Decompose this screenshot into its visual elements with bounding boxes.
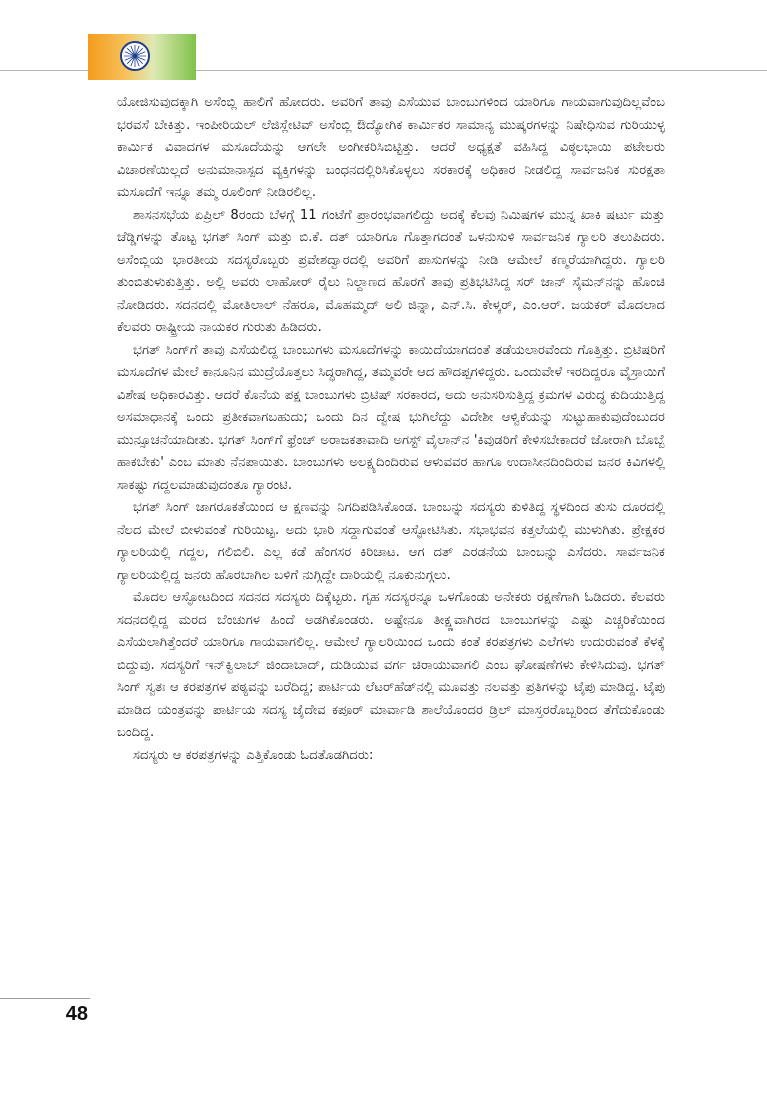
body-text xyxy=(117,92,665,767)
paragraph-2: ಶಾಸನಸಭೆಯ ಏಪ್ರಿಲ್ 8ರಂದು ಬೆಳಗ್ಗೆ 11 ಗಂಟೆಗೆ ಪ್ರಾರಂಭವಾಗಲಿದ್ದು ಅದಕ್ಕೆ ಕೆಲವು ನಿಮಿಷಗಳ ಮುನ್ನ ಖಾಕಿ ಷರ್ಟು ಮತ್ತು ಚೆಡ್ಡಿಗಳನ್ನು ತೊಟ್ಟ ಭಗತ್ ಸಿಂಗ್ ಮತ್ತು ಬಿ.ಕೆ. ದತ್ ಯಾರಿಗೂ ಗೊತ್ತಾಗದಂತೆ ಒಳನುಸುಳಿ ಸಾರ್ವಜನಿಕ ಗ್ಯಾಲರಿ ತಲುಪಿದರು. ಅಸೆಂಬ್ಲಿಯ ಭಾರತೀಯ ಸದಸ್ಯರೊಬ್ಬರು ಪ್ರವೇಶದ್ವಾರದಲ್ಲಿ ಅವರಿಗೆ ಪಾಸುಗಳನ್ನು ನೀಡಿ ಆಮೇಲೆ ಕಣ್ಮರೆಯಾಗಿದ್ದರು. ಗ್ಯಾಲರಿ ತುಂಬಿತುಳುಕುತ್ತಿತ್ತು. ಅಲ್ಲಿ ಅವರು ಲಾಹೋರ್ ರೈಲು ನಿಲ್ದಾಣದ ಹೊರಗೆ ತಾವು ಪ್ರತಿಭಟಿಸಿದ್ದ ಸರ್ ಜಾನ್ ಸೈಮನ್‌ನನ್ನು ಹೊಂಚಿ ನೋಡಿದರು. ಸದನದಲ್ಲಿ ಮೋತಿಲಾಲ್ ನೆಹರೂ, ಮೊಹಮ್ಮದ್ ಅಲಿ ಜಿನ್ನಾ, ಎನ್.ಸಿ. ಕೇಳ್ಕರ್, ಎಂ.ಆರ್. ಜಯಕರ್ ಮೊದಲಾದ ಕೆಲವರು ರಾಷ್ಟ್ರೀಯ ನಾಯಕರ ಗುರುತು ಹಿಡಿದರು. xyxy=(117,207,665,335)
page-number-rule xyxy=(0,998,90,999)
paragraph-3: ಭಗತ್ ಸಿಂಗ್‌ಗೆ ತಾವು ಎಸೆಯಲಿದ್ದ ಬಾಂಬುಗಳು ಮಸೂದೆಗಳನ್ನು ಕಾಯಿದೆಯಾಗದಂತೆ ತಡೆಯಲಾರವೆಂದು ಗೊತ್ತಿತ್ತು. ಬ್ರಿಟಿಷರಿಗೆ ಮಸೂದೆಗಳ ಮೇಲೆ ಕಾನೂನಿನ ಮುದ್ರೆಯೊತ್ತಲು ಸಿದ್ಧರಾಗಿದ್ದ, ತಮ್ಮವರೇ ಆದ ಹೌದಪ್ಪಗಳಿದ್ದರು. ಒಂದುವೇಳೆ ಇರದಿದ್ದರೂ ವೈಸ್ರಾಯಿಗೆ ವಿಶೇಷ ಅಧಿಕಾರವಿತ್ತು. ಆದರೆ ಕೊನೆಯ ಪಕ್ಷ ಬಾಂಬುಗಳು ಬ್ರಿಟಿಷ್ ಸರಕಾರದ, ಅದು ಅನುಸರಿಸುತ್ತಿದ್ದ ಕ್ರಮಗಳ ವಿರುದ್ಧ ಕುದಿಯುತ್ತಿದ್ದ ಅಸಮಾಧಾನಕ್ಕೆ ಒಂದು ಪ್ರತೀಕವಾಗಬಹುದು; ಒಂದು ದಿನ ದ್ವೇಷ ಭುಗಿಲೆದ್ದು ವಿದೇಶೀ ಆಳ್ವಿಕೆಯನ್ನು ಸುಟ್ಟುಹಾಕುವುದೆಂಬುದರ ಮುನ್ಸೂಚನೆಯಾದೀತು. ಭಗತ್ ಸಿಂಗ್‌ಗೆ ಫ್ರೆಂಚ್ ಅರಾಜಕತಾವಾದಿ ಅಗಸ್ಟ್ ವೈಲಾನ್‌ನ 'ಕಿವುಡರಿಗೆ ಕೇಳಿಸಬೇಕಾದರೆ ಜೋರಾಗಿ ಬೊಬ್ಬೆ ಹಾಕಬೇಕು' ಎಂಬ ಮಾತು ನೆನಪಾಯಿತು. ಬಾಂಬುಗಳು ಅಲಕ್ಷ್ಯದಿಂದಿರುವ ಆಳುವವರ ಹಾಗೂ ಉದಾಸೀನದಿಂದಿರುವ ಜನರ ಕಿವಿಗಳಲ್ಲಿ ಸಾಕಷ್ಟು ಗದ್ದಲಮಾಡುವುದಂತೂ ಗ್ಯಾರಂಟಿ. xyxy=(117,342,665,493)
paragraph-1: ಯೋಜಿಸುವುದಕ್ಕಾಗಿ ಅಸೆಂಬ್ಲಿ ಹಾಲಿಗೆ ಹೋದರು. ಅವರಿಗೆ ತಾವು ಎಸೆಯುವ ಬಾಂಬುಗಳಿಂದ ಯಾರಿಗೂ ಗಾಯವಾಗುವುದಿಲ್ಲವೆಂಬ ಭರವಸೆ ಬೇಕಿತ್ತು. ಇಂಪೀರಿಯಲ್ ಲೆಜಿಸ್ಲೇಟಿವ್ ಅಸೆಂಬ್ಲಿ ಔದ್ಯೋಗಿಕ ಕಾರ್ಮಿಕರ ಸಾಮಾನ್ಯ ಮುಷ್ಕರಗಳನ್ನು ನಿಷೇಧಿಸುವ ಗುರಿಯುಳ್ಳ ಕಾರ್ಮಿಕ ವಿವಾದಗಳ ಮಸೂದೆಯನ್ನು ಆಗಲೇ ಅಂಗೀಕರಿಸಿಬಿಟ್ಟಿತ್ತು. ಆದರೆ ಅಧ್ಯಕ್ಷತೆ ವಹಿಸಿದ್ದ ವಿಠ್ಠಲಭಾಯಿ ಪಟೇಲರು ವಿಚಾರಣೆಯಿಲ್ಲದೆ ಅನುಮಾನಾಸ್ಪದ ವ್ಯಕ್ತಿಗಳನ್ನು ಬಂಧನದಲ್ಲಿರಿಸಿಕೊಳ್ಳಲು ಸರಕಾರಕ್ಕೆ ಅಧಿಕಾರ ನೀಡಲಿದ್ದ ಸಾರ್ವಜನಿಕ ಸುರಕ್ಷತಾ ಮಸೂದೆಗೆ ಇನ್ನೂ ತಮ್ಮ ರೂಲಿಂಗ್ ನೀಡಿರಲಿಲ್ಲ. xyxy=(117,95,665,200)
page-number: 48 xyxy=(65,1003,88,1025)
paragraph-5: ಮೊದಲ ಆಸ್ಫೋಟದಿಂದ ಸದನದ ಸದಸ್ಯರು ದಿಕ್ಕೆಟ್ಟರು. ಗೃಹ ಸದಸ್ಯರನ್ನೂ ಒಳಗೊಂಡು ಅನೇಕರು ರಕ್ಷಣೆಗಾಗಿ ಓಡಿದರು. ಕೆಲವರು ಸದನದಲ್ಲಿದ್ದ ಮರದ ಬೆಂಚುಗಳ ಹಿಂದೆ ಅಡಗಿಕೊಂಡರು. ಅಷ್ಟೇನೂ ತೀಕ್ಷ್ಣವಾಗಿರದ ಬಾಂಬುಗಳನ್ನು ಎಷ್ಟು ಎಚ್ಚರಿಕೆಯಿಂದ ಎಸೆಯಲಾಗಿತ್ತೆಂದರೆ ಯಾರಿಗೂ ಗಾಯವಾಗಲಿಲ್ಲ. ಆಮೇಲೆ ಗ್ಯಾಲರಿಯಿಂದ ಒಂದು ಕಂತೆ ಕರಪತ್ರಗಳು ಎಲೆಗಳು ಉದುರುವಂತೆ ಕೆಳಕ್ಕೆ ಬಿದ್ದುವು. ಸದಸ್ಯರಿಗೆ ಇನ್‌ಕ್ವಿಲಾಬ್ ಜಿಂದಾಬಾದ್, ದುಡಿಯುವ ವರ್ಗ ಚಿರಾಯುವಾಗಲಿ ಎಂಬ ಘೋಷಣೆಗಳು ಕೇಳಿಸಿದುವು. ಭಗತ್ ಸಿಂಗ್ ಸ್ವತಃ ಆ ಕರಪತ್ರಗಳ ಪಠ್ಯವನ್ನು ಬರೆದಿದ್ದ; ಪಾರ್ಟಿಯ ಲೆಟರ್‌ಹೆಡ್‌ನಲ್ಲಿ ಮೂವತ್ತು ನಲವತ್ತು ಪ್ರತಿಗಳನ್ನು ಟೈಪು ಮಾಡಿದ್ದ. ಟೈಪು ಮಾಡಿದ ಯಂತ್ರವನ್ನು ಪಾರ್ಟಿಯ ಸದಸ್ಯ ಜೈದೇವ ಕಪೂರ್ ಮಾರ್ವಾಡಿ ಶಾಲೆಯೊಂದರ ಡ್ರಿಲ್ ಮಾಸ್ತರರೊಬ್ಬರಿಂದ ತೆಗೆದುಕೊಂಡು ಬಂದಿದ್ದ. xyxy=(117,590,665,740)
ashoka-chakra-icon xyxy=(120,41,150,71)
paragraph-4: ಭಗತ್ ಸಿಂಗ್ ಜಾಗರೂಕತೆಯಿಂದ ಆ ಕ್ಷಣವನ್ನು ನಿಗದಿಪಡಿಸಿಕೊಂಡ. ಬಾಂಬನ್ನು ಸದಸ್ಯರು ಕುಳಿತಿದ್ದ ಸ್ಥಳದಿಂದ ತುಸು ದೂರದಲ್ಲಿ ನೆಲದ ಮೇಲೆ ಬೀಳುವಂತೆ ಗುರಿಯಿಟ್ಟ. ಅದು ಭಾರಿ ಸದ್ದಾಗುವಂತೆ ಆಸ್ಫೋಟಿಸಿತು. ಸಭಾಭವನ ಕತ್ತಲೆಯಲ್ಲಿ ಮುಳುಗಿತು. ಪ್ರೇಕ್ಷಕರ ಗ್ಯಾಲರಿಯಲ್ಲಿ ಗದ್ದಲ, ಗಲಿಬಿಲಿ. ಎಲ್ಲ ಕಡೆ ಹೆಂಗಸರ ಕಿರಿಚಾಟ. ಆಗ ದತ್ ಎರಡನೆಯ ಬಾಂಬನ್ನು ಎಸೆದರು. ಸಾರ್ವಜನಿಕ ಗ್ಯಾಲರಿಯಲ್ಲಿದ್ದ ಜನರು ಹೊರಬಾಗಿಲ ಬಳಿಗೆ ನುಗ್ಗಿದ್ದೇ ದಾರಿಯಲ್ಲಿ ನೂಕುನುಗ್ಗಲು. xyxy=(117,500,665,583)
paragraph-6: ಸದಸ್ಯರು ಆ ಕರಪತ್ರಗಳನ್ನು ಎತ್ತಿಕೊಂಡು ಓದತೊಡಗಿದರು: xyxy=(133,747,374,763)
